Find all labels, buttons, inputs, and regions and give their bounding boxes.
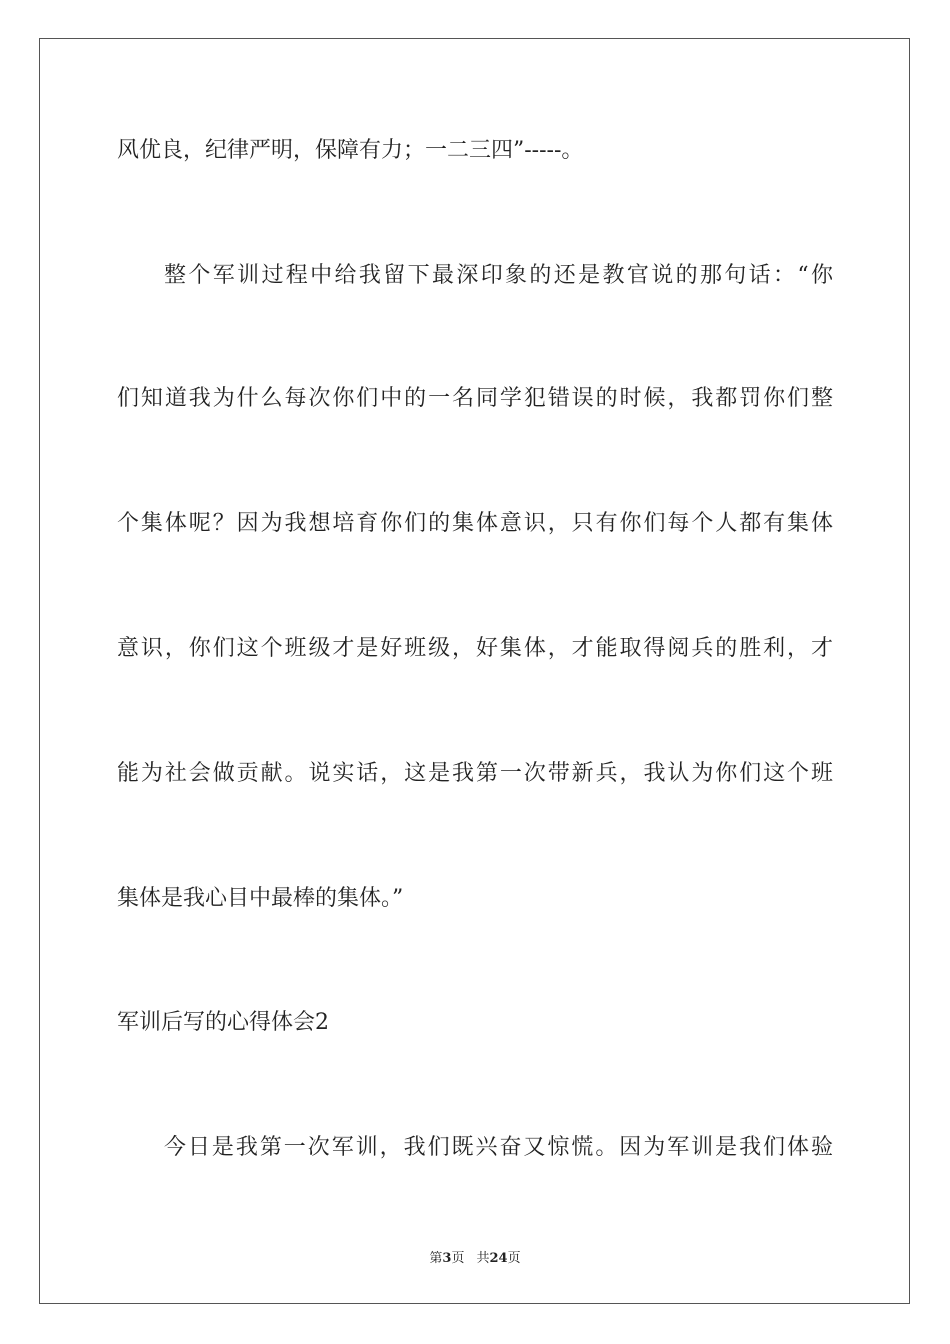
text-line-6: 能为社会做贡献。说实话，这是我第一次带新兵，我认为你们这个班 xyxy=(117,761,833,786)
page-footer xyxy=(0,1247,950,1266)
footer-page-prefix: 第 xyxy=(429,1251,443,1266)
footer-total-prefix: 共 xyxy=(476,1251,490,1266)
text-line-1: 风优良，纪律严明，保障有力；一二三四”-----。 xyxy=(117,138,584,163)
page-border xyxy=(39,38,910,1304)
text-line-5: 意识，你们这个班级才是好班级，好集体，才能取得阅兵的胜利，才 xyxy=(117,636,833,661)
text-line-3: 们知道我为什么每次你们中的一名同学犯错误的时候，我都罚你们整 xyxy=(117,386,833,411)
footer-total-pages: 24 xyxy=(489,1251,508,1266)
section-heading: 军训后写的心得体会2 xyxy=(117,1010,329,1035)
footer-page-suffix: 页 xyxy=(451,1251,465,1266)
text-line-2: 整个军训过程中给我留下最深印象的还是教官说的那句话：“你 xyxy=(164,263,833,288)
footer-total-suffix: 页 xyxy=(507,1251,521,1266)
footer-page-number: 3 xyxy=(442,1251,452,1266)
section-text-line-1: 今日是我第一次军训，我们既兴奋又惊慌。因为军训是我们体验 xyxy=(164,1135,833,1160)
text-line-4: 个集体呢？因为我想培育你们的集体意识，只有你们每个人都有集体 xyxy=(117,511,833,536)
text-line-7: 集体是我心目中最棒的集体。” xyxy=(117,886,404,911)
